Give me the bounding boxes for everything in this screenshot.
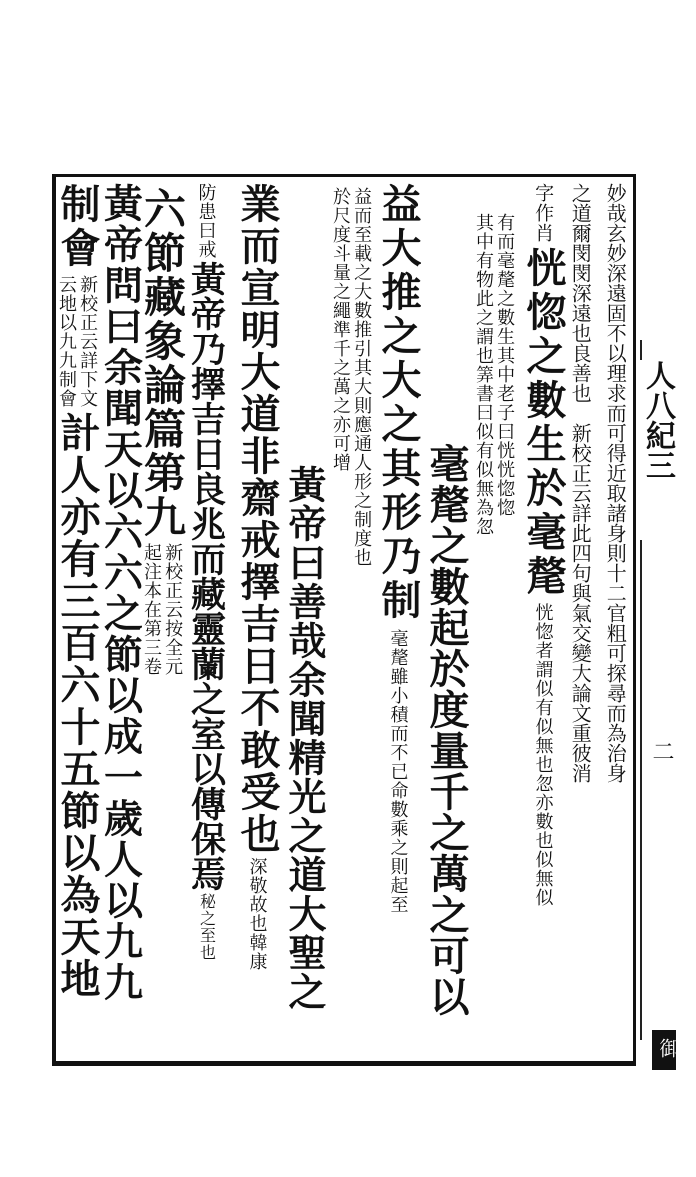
- main-text: 業而宣明大道非齋戒擇吉日不敢受也: [234, 183, 281, 855]
- annotation-text: 恍惚者謂似有似無也忽亦數也似無似: [532, 603, 554, 907]
- main-text-segment: [185, 261, 227, 891]
- main-text-segment: [138, 187, 187, 539]
- annotation-text: 深敬故也韓康: [246, 857, 268, 971]
- text-column-6: [374, 183, 422, 1061]
- annotation-text-left: 起注本在第三卷: [141, 543, 162, 676]
- main-text: 計人亦有三百六十五節以為天地: [54, 412, 101, 1000]
- annotation-text-right: 有而毫氂之數生其中老子曰恍恍惚惚: [494, 213, 516, 517]
- chapter-title: 六節藏象論篇第九: [138, 187, 187, 539]
- page-number: 二: [649, 740, 674, 762]
- annotation-pair: [57, 275, 97, 408]
- annotation-text-left: 秘之至也: [197, 893, 217, 961]
- annotation-text: 之道爾閔閔深遠也良善也 新校正云詳此四句與氣交變大論文重彼消: [568, 183, 593, 783]
- main-text-segment: [423, 443, 470, 1017]
- text-column-13: [52, 183, 102, 1061]
- annotation-text-left: 其中有物此之謂也筭書曰似有似無為忽: [473, 213, 494, 536]
- annotation-pair: [196, 183, 215, 259]
- main-text: 益大推之大之其形乃制: [375, 183, 422, 623]
- annotation-text-right: 新校正云詳下文: [77, 275, 99, 408]
- main-text-segment: [282, 465, 327, 1011]
- annotation-text: 妙哉玄妙深遠固不以理求而可得近取諸身則十二官粗可探尋而為治身: [603, 183, 628, 783]
- main-text-segment: [54, 412, 101, 1000]
- annotation-segment: [388, 629, 407, 914]
- annotation-pair: [331, 187, 371, 567]
- text-column-1: [596, 183, 634, 1061]
- annotation-segment: [570, 183, 591, 783]
- margin-title: [640, 360, 675, 540]
- annotation-text: 毫氂雖小積而不已命數乘之則起至: [387, 629, 409, 914]
- annotation-text-right: 新校正云按全元: [162, 543, 184, 676]
- page-frame: [52, 174, 636, 1066]
- annotation-text: 字作肖: [532, 183, 555, 243]
- text-column-5: [422, 183, 470, 1061]
- annotation-pair: [474, 213, 514, 536]
- main-text-segment: [54, 183, 101, 271]
- annotation-segment: [533, 183, 553, 243]
- text-column-8: [280, 183, 328, 1061]
- main-text: 黃帝曰善哉余聞精光之道大聖之: [282, 465, 327, 1011]
- annotation-pair: [198, 893, 215, 961]
- annotation-segment: [605, 183, 626, 783]
- text-column-12: [96, 183, 144, 1061]
- text-column-2: [562, 183, 598, 1061]
- annotation-text-left: 於尺度斗量之繩準千之萬之亦可增: [330, 187, 351, 472]
- text-column-9: [232, 183, 282, 1061]
- text-column-7: [324, 183, 378, 1061]
- main-text-segment: [375, 183, 422, 623]
- main-text-segment: [520, 247, 567, 599]
- text-column-3: [520, 183, 567, 1061]
- main-text: 恍惚之數生於毫氂: [520, 247, 567, 599]
- edge-mark-text: 御: [656, 1038, 680, 1058]
- text-column-4: [466, 183, 522, 1061]
- main-text: 黃帝乃擇吉日良兆而藏靈蘭之室以傳保焉: [185, 261, 227, 891]
- main-text-segment: [234, 183, 281, 855]
- main-text-segment: [97, 183, 144, 1003]
- annotation-segment: [533, 603, 552, 907]
- annotation-text-right: 防患曰戒: [195, 183, 217, 259]
- margin-title-text: 人八紀三: [640, 360, 675, 480]
- annotation-text-left: 云地以九九制會: [56, 275, 77, 408]
- annotation-segment: [247, 857, 266, 971]
- main-text: 黃帝問曰余聞天以六六之節以成一歲人以九九: [97, 183, 144, 1003]
- main-text: 毫氂之數起於度量千之萬之可以: [423, 443, 470, 1017]
- main-text: 制會: [54, 183, 101, 271]
- annotation-text-right: 益而至載之大數推引其大則應通人形之制度也: [351, 187, 373, 567]
- annotation-pair: [142, 543, 182, 676]
- edge-mark: [652, 1030, 680, 1070]
